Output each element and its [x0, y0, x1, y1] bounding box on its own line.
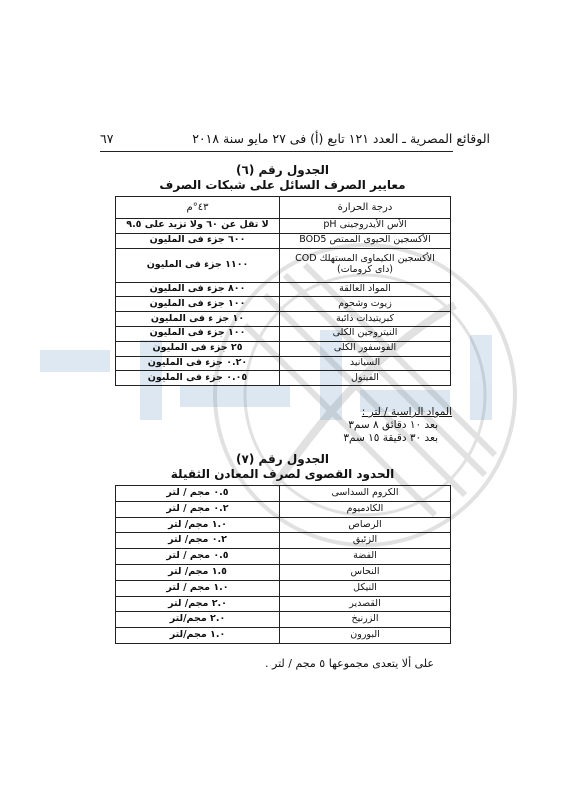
- table7-title: الجدول رقم (٧): [236, 452, 329, 466]
- table-cell-param: الأس الأيدروجينى pH: [280, 219, 451, 234]
- table-cell-value: ١١٠٠ جزء فى المليون: [116, 248, 280, 282]
- table-cell-value: ٠.٢ مجم/ لتر: [116, 533, 280, 549]
- table-cell-param: زيوت وشحوم: [280, 297, 451, 312]
- table-cell-param: كبريتيدات ذائبة: [280, 312, 451, 327]
- table-cell-param: البورون: [280, 628, 451, 644]
- table-cell-param: المواد العالقة: [280, 282, 451, 297]
- footer-note: على ألا يتعدى مجموعها ٥ مجم / لتر .: [265, 657, 434, 670]
- table-cell-value: ٢.٠ مجم/لتر: [116, 612, 280, 628]
- table-row: [116, 564, 451, 580]
- table-row: [116, 501, 451, 517]
- sediment-notes: [280, 406, 452, 445]
- table-row: [116, 197, 451, 219]
- table-cell-value: ٨٠٠ جزء فى المليون: [116, 282, 280, 297]
- table-row: [116, 580, 451, 596]
- table-cell-value: ٠.٥ مجم / لتر: [116, 549, 280, 565]
- table-cell-param: الرصاص: [280, 517, 451, 533]
- table-cell-value: ٠.٢ مجم / لتر: [116, 501, 280, 517]
- notes-line: بعد ١٠ دقائق ٨ سم٣: [348, 419, 438, 431]
- table-cell-value: ٢٥ جزء فى المليون: [116, 341, 280, 356]
- table-cell-param: الأكسجين الحيوى الممتص BOD5: [280, 233, 451, 248]
- page-header: [100, 131, 490, 151]
- table-cell-value: ١.٠ مجم/لتر: [116, 628, 280, 644]
- table-row: [116, 356, 451, 371]
- header-divider: [100, 151, 453, 152]
- table-cell-param: النيكل: [280, 580, 451, 596]
- table-row: [116, 297, 451, 312]
- table-row: [116, 312, 451, 327]
- table-cell-param: الفوسفور الكلى: [280, 341, 451, 356]
- table6-header-value: ٤٣°م: [116, 197, 280, 219]
- table-cell-param: الفضة: [280, 549, 451, 565]
- table-cell-param: الفينول: [280, 371, 451, 386]
- table6-header-param: درجة الحرارة: [280, 197, 451, 219]
- table-row: [116, 533, 451, 549]
- table7-subtitle: الحدود القصوى لصرف المعادن الثقيلة: [170, 467, 395, 481]
- table-cell-param: الزئبق: [280, 533, 451, 549]
- table-row: [116, 612, 451, 628]
- table-cell-param: الكروم السداسى: [280, 486, 451, 502]
- table6: [115, 196, 451, 386]
- table-cell-value: لا تقل عن ٦٠ ولا تزيد على ٩.٥: [116, 219, 280, 234]
- table-row: [116, 596, 451, 612]
- table-cell-param: الأكسجين الكيماوى المستهلك COD (داى كرومات): [280, 248, 451, 282]
- table-cell-param: النيتروجين الكلى: [280, 326, 451, 341]
- table-cell-param: الزرنيخ: [280, 612, 451, 628]
- table-row: [116, 233, 451, 248]
- table-row: [116, 517, 451, 533]
- table-cell-value: ٢.٠ مجم/ لتر: [116, 596, 280, 612]
- table-cell-param: النحاس: [280, 564, 451, 580]
- table7: [115, 485, 451, 644]
- table-row: [116, 486, 451, 502]
- table-cell-value: ١٠٠ جزء فى المليون: [116, 297, 280, 312]
- table-row: [116, 628, 451, 644]
- table-cell-value: ١.٠ مجم / لتر: [116, 580, 280, 596]
- notes-heading: المواد الراسبة / لتر :: [361, 406, 452, 418]
- page-number: ٦٧: [100, 131, 114, 146]
- notes-line: بعد ٣٠ دقيقة ١٥ سم٣: [343, 432, 438, 444]
- table-row: [116, 326, 451, 341]
- header-text: الوقائع المصرية ـ العدد ١٢١ تابع (أ) فى ٢٧ مايو سنة ٢٠١٨: [192, 131, 490, 146]
- table-cell-value: ١٠٠ جزء فى المليون: [116, 326, 280, 341]
- table-row: [116, 549, 451, 565]
- table6-title: الجدول رقم (٦): [236, 163, 329, 177]
- table-cell-value: ٠.٥ مجم / لتر: [116, 486, 280, 502]
- table-cell-param: الكادميوم: [280, 501, 451, 517]
- table-row: [116, 282, 451, 297]
- table-row: [116, 371, 451, 386]
- table-cell-value: ٠.٠٥ جزء فى المليون: [116, 371, 280, 386]
- table-row: [116, 248, 451, 282]
- table-cell-value: ٦٠٠ جزء فى المليون: [116, 233, 280, 248]
- table-cell-param: السيانيد: [280, 356, 451, 371]
- table-cell-value: ٠.٢٠ جزء فى المليون: [116, 356, 280, 371]
- table-cell-param: القصدير: [280, 596, 451, 612]
- table-cell-value: ١.٥ مجم/ لتر: [116, 564, 280, 580]
- table-row: [116, 219, 451, 234]
- table-cell-value: ١٠ جز ء فى المليون: [116, 312, 280, 327]
- table-cell-value: ١.٠ مجم/ لتر: [116, 517, 280, 533]
- table6-subtitle: معايير الصرف السائل على شبكات الصرف: [159, 178, 406, 192]
- table-row: [116, 341, 451, 356]
